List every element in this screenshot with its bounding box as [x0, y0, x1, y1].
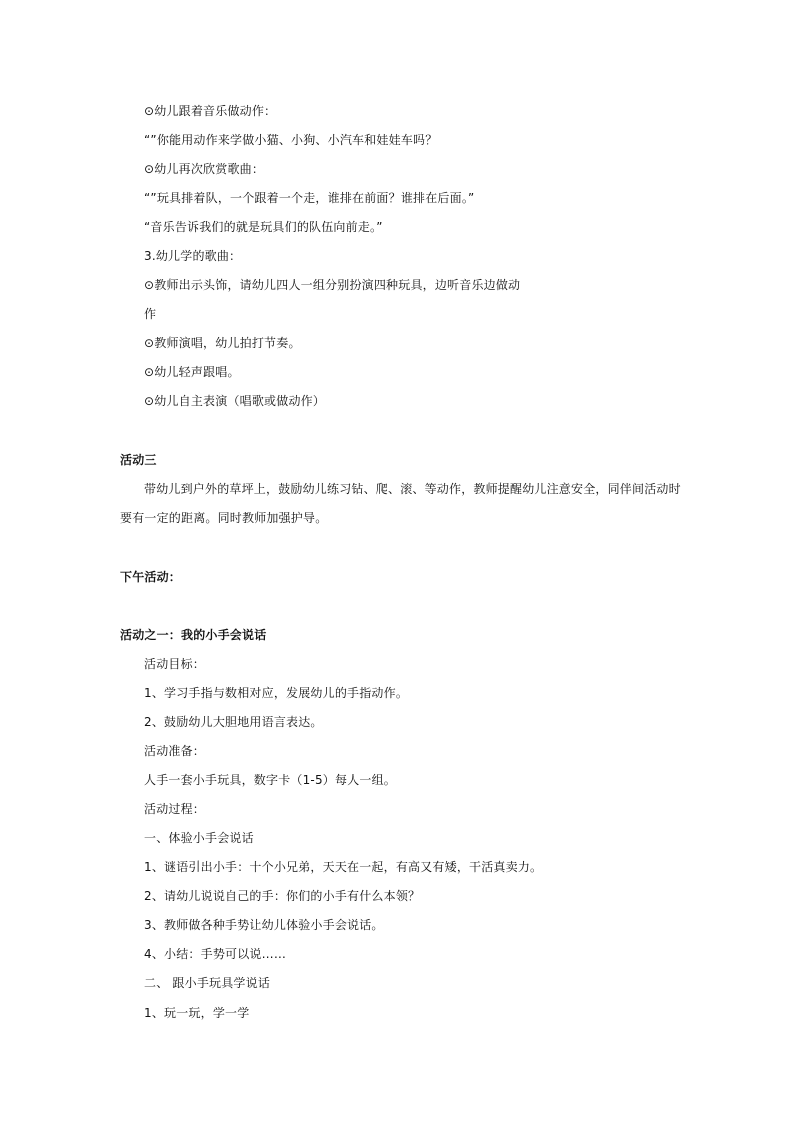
label-line: 活动过程： — [144, 802, 206, 816]
list-item: ⊙教师出示头饰，请幼儿四人一组分别扮演四种玩具，边听音乐边做动 — [144, 278, 521, 292]
label-line: 活动目标： — [144, 657, 206, 671]
quote-line: “音乐告诉我们的就是玩具们的队伍向前走。” — [144, 220, 383, 234]
list-item-continuation: 作 — [144, 307, 157, 321]
list-item: ⊙幼儿轻声跟唱。 — [144, 365, 240, 379]
list-item: 4、小结：手势可以说…… — [144, 947, 287, 961]
list-item: ⊙幼儿跟着音乐做动作： — [144, 104, 277, 118]
quote-line: “”玩具排着队，一个跟着一个走，谁排在前面？谁排在后面。” — [144, 191, 475, 205]
list-item: ⊙教师演唱，幼儿拍打节奏。 — [144, 336, 301, 350]
list-item: 2、请幼儿说说自己的手：你们的小手有什么本领？ — [144, 889, 421, 903]
paragraph-line: 要有一定的距离。同时教师加强护导。 — [120, 511, 328, 525]
section-heading: 下午活动： — [120, 570, 182, 584]
list-item: 3、教师做各种手势让幼儿体验小手会说话。 — [144, 918, 384, 932]
list-item: 2、鼓励幼儿大胆地用语言表达。 — [144, 715, 323, 729]
list-item: 1、学习手指与数相对应，发展幼儿的手指动作。 — [144, 686, 409, 700]
list-item: ⊙幼儿再次欣赏歌曲： — [144, 162, 265, 176]
section-heading: 活动之一：我的小手会说话 — [120, 628, 267, 642]
section-heading: 活动三 — [120, 453, 157, 467]
subsection-heading: 二、 跟小手玩具学说话 — [144, 976, 271, 990]
subsection-heading: 一、体验小手会说话 — [144, 831, 254, 845]
step-heading: 3.幼儿学的歌曲： — [144, 249, 242, 263]
label-line: 活动准备： — [144, 744, 206, 758]
list-item: ⊙幼儿自主表演（唱歌或做动作） — [144, 394, 326, 408]
paragraph-line: 带幼儿到户外的草坪上，鼓励幼儿练习钻、爬、滚、等动作，教师提醒幼儿注意安全，同伴间活动时 — [144, 482, 681, 496]
paragraph-line: 人手一套小手玩具，数字卡（1-5）每人一组。 — [144, 773, 397, 787]
list-item: 1、玩一玩，学一学 — [144, 1006, 250, 1020]
list-item: 1、谜语引出小手：十个小兄弟，天天在一起，有高又有矮，干活真卖力。 — [144, 860, 543, 874]
quote-line: “”你能用动作来学做小猫、小狗、小汽车和娃娃车吗？ — [144, 133, 438, 147]
